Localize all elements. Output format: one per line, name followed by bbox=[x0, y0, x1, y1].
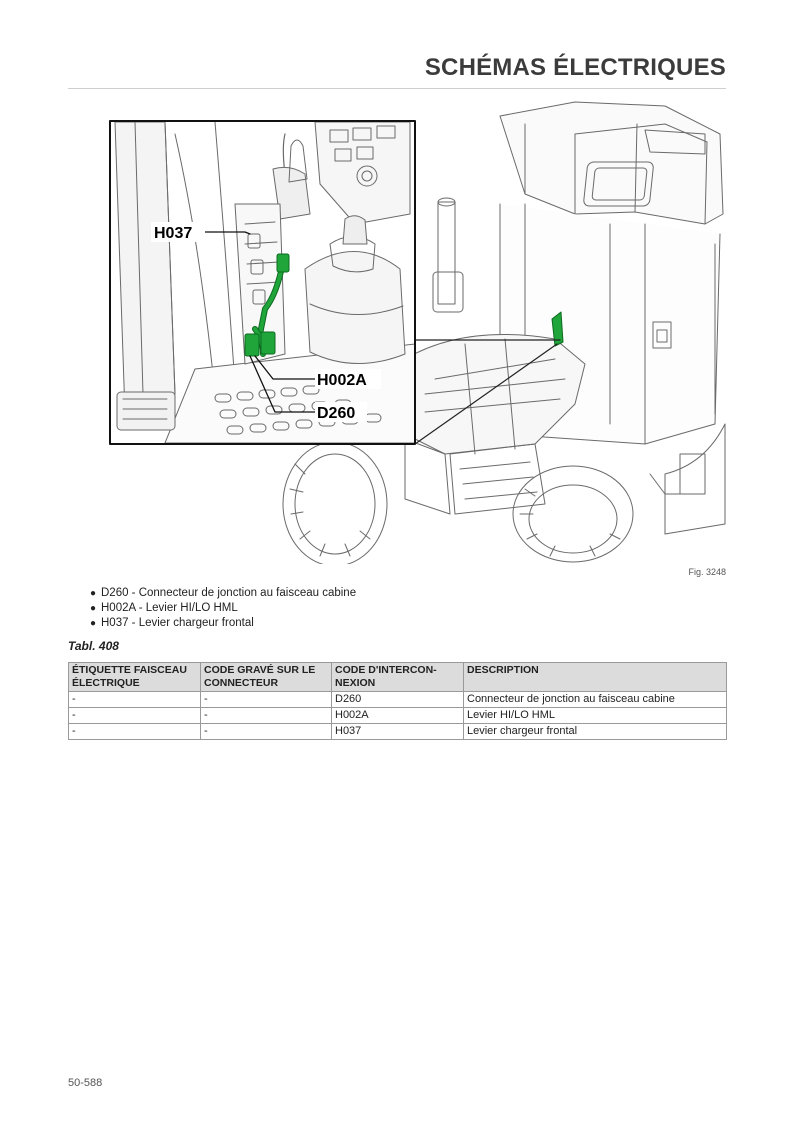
table-row bbox=[69, 724, 727, 740]
front-wheel bbox=[283, 442, 387, 564]
figure-number: Fig. 3248 bbox=[688, 567, 726, 577]
legend-text: H037 - Levier chargeur frontal bbox=[101, 617, 254, 629]
title-divider bbox=[68, 88, 726, 89]
callout-h037: H037 bbox=[154, 225, 193, 242]
legend-item bbox=[90, 586, 356, 601]
table-cell: Levier HI/LO HML bbox=[464, 708, 727, 724]
bullet-icon: ● bbox=[90, 603, 97, 614]
legend-item bbox=[90, 601, 356, 616]
table-cell: - bbox=[201, 708, 332, 724]
legend-item bbox=[90, 616, 356, 631]
column-header: CODE D'INTERCON-NEXION bbox=[332, 663, 464, 692]
table-cell: - bbox=[201, 692, 332, 708]
table-cell: - bbox=[69, 692, 201, 708]
table-header-row bbox=[69, 663, 727, 692]
connector-table bbox=[68, 662, 727, 740]
table-cell: - bbox=[201, 724, 332, 740]
table-cell: H037 bbox=[332, 724, 464, 740]
table-caption: Tabl. 408 bbox=[68, 639, 119, 653]
legend-text: D260 - Connecteur de jonction au faisceau cabine bbox=[101, 587, 357, 599]
tractor-illustration bbox=[105, 94, 727, 564]
page-number: 50-588 bbox=[68, 1077, 103, 1089]
table-cell: - bbox=[69, 724, 201, 740]
component-legend bbox=[90, 586, 356, 631]
bullet-icon: ● bbox=[90, 618, 97, 629]
table-cell: - bbox=[69, 708, 201, 724]
table-cell: H002A bbox=[332, 708, 464, 724]
table-row bbox=[69, 708, 727, 724]
table-cell: D260 bbox=[332, 692, 464, 708]
column-header: CODE GRAVÉ SUR LE CONNECTEUR bbox=[201, 663, 332, 692]
table-cell: Connecteur de jonction au faisceau cabine bbox=[464, 692, 727, 708]
callout-d260: D260 bbox=[317, 405, 356, 422]
legend-text: H002A - Levier HI/LO HML bbox=[101, 602, 238, 614]
bullet-icon: ● bbox=[90, 588, 97, 599]
table-cell: Levier chargeur frontal bbox=[464, 724, 727, 740]
page-title: SCHÉMAS ÉLECTRIQUES bbox=[424, 54, 726, 81]
table-row bbox=[69, 692, 727, 708]
detail-zoom-view bbox=[110, 121, 415, 444]
rear-wheel bbox=[513, 466, 633, 562]
column-header: ÉTIQUETTE FAISCEAU ÉLECTRIQUE bbox=[69, 663, 201, 692]
column-header: DESCRIPTION bbox=[464, 663, 727, 692]
callout-h002a: H002A bbox=[317, 372, 367, 389]
